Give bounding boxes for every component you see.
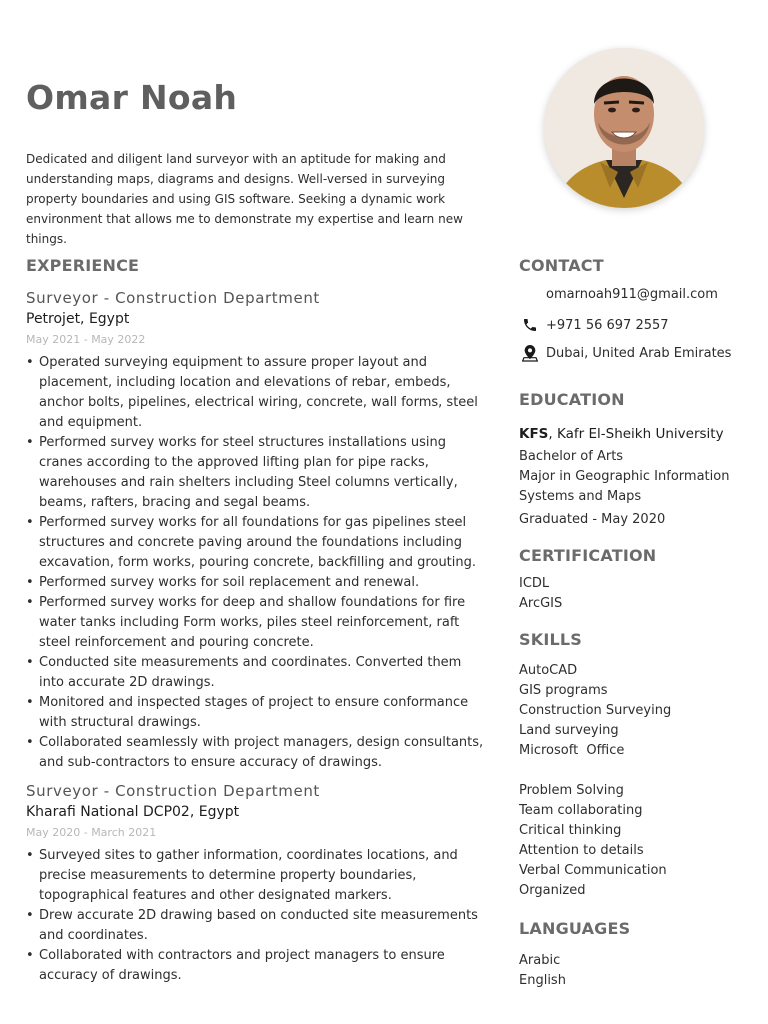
job-bullet: • Monitored and inspected stages of project to ensure conformance with structural drawings. xyxy=(26,693,486,733)
certification-item: ICDL xyxy=(519,576,550,591)
job-company: Kharafi National DCP02, Egypt xyxy=(26,804,240,820)
languages-heading: LANGUAGES xyxy=(519,919,631,938)
education-block xyxy=(519,424,749,530)
job-title: Surveyor - Construction Department xyxy=(26,289,320,307)
skill-item: Problem Solving xyxy=(519,783,624,798)
skill-item: Microsoft Office xyxy=(519,743,625,758)
education-heading: EDUCATION xyxy=(519,390,625,409)
contact-email[interactable] xyxy=(519,287,718,302)
job-bullet: • Conducted site measurements and coordinates. Converted them into accurate 2D drawings. xyxy=(26,653,486,693)
skill-item: AutoCAD xyxy=(519,663,578,678)
skill-item: Attention to details xyxy=(519,843,644,858)
candidate-name: Omar Noah xyxy=(26,78,238,117)
certification-list xyxy=(519,574,562,614)
skill-item: Critical thinking xyxy=(519,823,622,838)
job-dates: May 2020 - March 2021 xyxy=(26,826,157,839)
job-bullet: • Collaborated seamlessly with project managers, design consultants, and sub-contractors to ensure accuracy of drawings. xyxy=(26,733,486,773)
phone-text: +971 56 697 2557 xyxy=(546,317,669,333)
job-title: Surveyor - Construction Department xyxy=(26,782,320,800)
education-degree: Bachelor of Arts xyxy=(519,449,624,464)
job-bullet: • Performed survey works for deep and shallow foundations for fire water tanks including Form works, piles steel reinforcement, raft steel reinforcement and pouring concrete. xyxy=(26,593,486,653)
skills-soft-list xyxy=(519,781,667,901)
job-bullets xyxy=(26,353,486,773)
skill-item: Verbal Communication xyxy=(519,863,667,878)
job-bullet: • Drew accurate 2D drawing based on conducted site measurements and coordinates. xyxy=(26,906,486,946)
job-dates: May 2021 - May 2022 xyxy=(26,333,146,346)
profile-photo xyxy=(544,48,704,208)
certification-item: ArcGIS xyxy=(519,596,563,611)
email-text: omarnoah911@gmail.com xyxy=(546,287,718,302)
job-bullet: • Performed survey works for steel structures installations using cranes according to the approved lifting plan for pipe racks, warehouses and rain shelters including Steel columns vertically, beams, rafters, bracing and segal beams. xyxy=(26,433,486,513)
job-bullet: • Performed survey works for all foundations for gas pipelines steel structures and concrete paving around the foundations including excavation, form works, pouring concrete, backfilling and grouting. xyxy=(26,513,486,573)
phone-icon xyxy=(519,317,541,333)
location-pin-icon xyxy=(519,344,541,362)
job-entry xyxy=(26,782,486,986)
education-school xyxy=(519,424,749,447)
languages-list xyxy=(519,951,566,991)
skill-item: GIS programs xyxy=(519,683,608,698)
certification-heading: CERTIFICATION xyxy=(519,546,657,565)
education-major: Major in Geographic Information Systems and Maps xyxy=(519,469,730,504)
skill-item: Team collaborating xyxy=(519,803,643,818)
education-school-abbr: KFS xyxy=(519,426,549,442)
skill-item: Land surveying xyxy=(519,723,619,738)
job-bullet: • Operated surveying equipment to assure proper layout and placement, including location and elevations of rebar, embeds, anchor bolts, pipelines, electrical wiring, concrete, wall forms, steel and equipment. xyxy=(26,353,486,433)
skill-item: Construction Surveying xyxy=(519,703,672,718)
experience-heading: EXPERIENCE xyxy=(26,256,140,275)
job-bullet: • Performed survey works for soil replacement and renewal. xyxy=(26,573,486,593)
skills-heading: SKILLS xyxy=(519,630,582,649)
profile-summary: Dedicated and diligent land surveyor with an aptitude for making and understanding maps, diagrams and designs. Well-versed in surveying property boundaries and using GIS software. Seeking a dynamic work environment that allows me to demonstrate my expertise and learn new things. xyxy=(26,152,463,246)
education-graduated: Graduated - May 2020 xyxy=(519,512,666,527)
job-bullet: • Surveyed sites to gather information, coordinates locations, and precise measurements to determine property boundaries, topographical features and other designated markers. xyxy=(26,846,486,906)
job-entry xyxy=(26,289,486,773)
job-bullets xyxy=(26,846,486,986)
contact-location xyxy=(519,344,731,362)
skill-item: Organized xyxy=(519,883,586,898)
location-text: Dubai, United Arab Emirates xyxy=(546,345,732,361)
job-bullet: • Collaborated with contractors and project managers to ensure accuracy of drawings. xyxy=(26,946,486,986)
contact-heading: CONTACT xyxy=(519,256,604,275)
contact-phone[interactable] xyxy=(519,317,669,333)
job-company: Petrojet, Egypt xyxy=(26,311,130,327)
skills-technical-list xyxy=(519,661,671,761)
language-item: English xyxy=(519,973,566,988)
education-school-name: , Kafr El-Sheikh University xyxy=(548,426,724,442)
language-item: Arabic xyxy=(519,953,561,968)
